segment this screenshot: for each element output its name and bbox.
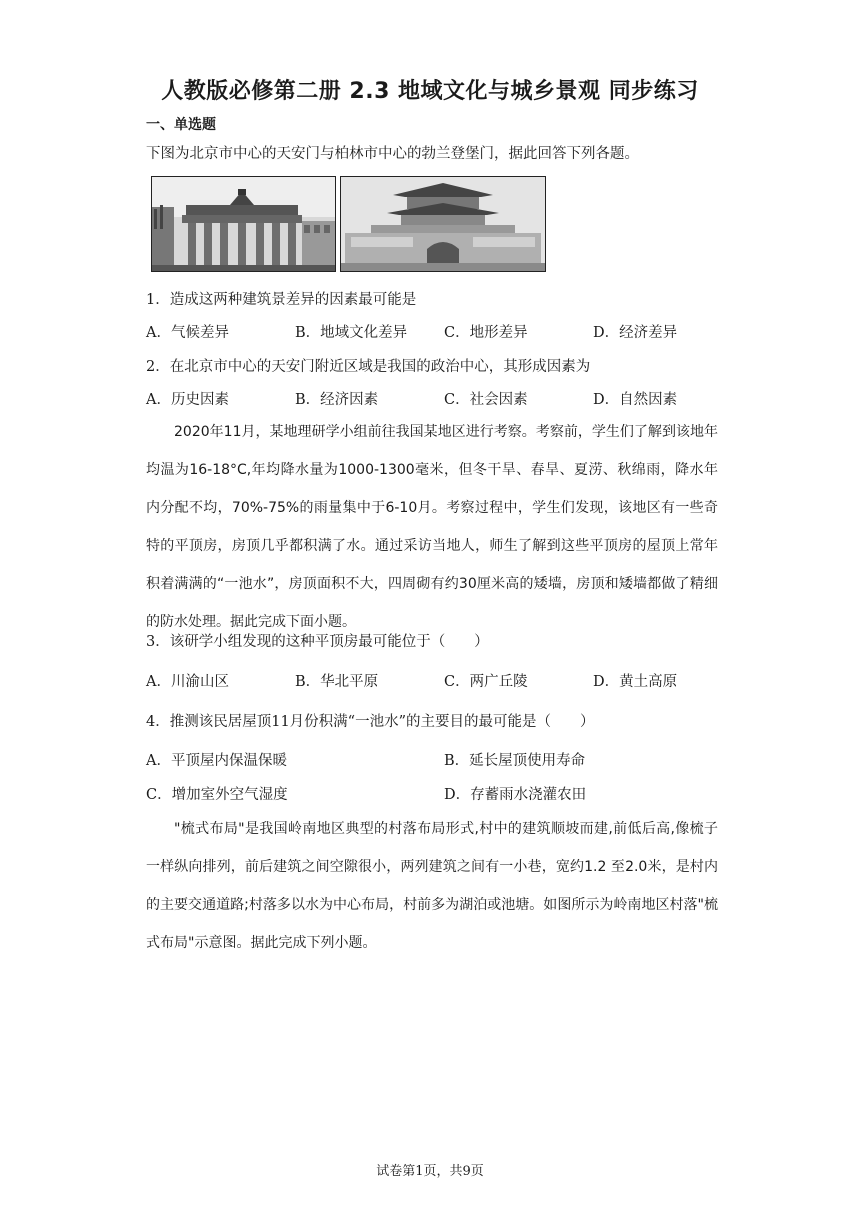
question-1-option-c[interactable]: C．地形差异	[444, 325, 528, 341]
question-2-option-a[interactable]: A．历史因素	[146, 392, 229, 408]
question-2-option-d[interactable]: D．自然因素	[593, 392, 678, 408]
question-2-option-b[interactable]: B．经济因素	[295, 392, 379, 408]
question-4-option-a[interactable]: A．平顶屋内保温保暖	[146, 753, 287, 769]
question-3-option-b[interactable]: B．华北平原	[295, 674, 379, 690]
question-4-option-c[interactable]: C．增加室外空气湿度	[146, 787, 288, 803]
question-1-option-d[interactable]: D．经济差异	[593, 325, 678, 341]
question-1-option-a[interactable]: A．气候差异	[146, 325, 229, 341]
passage-flat-roof-houses: 2020年11月，某地理研学小组前往我国某地区进行考察。考察前，学生们了解到该地年均温为16-18°C,年均降水量为1000-1300毫米，但冬干旱、春旱、夏涝、秋绵雨，降水年内分配不均，70%-75%的雨量集中于6-10月。考察过程中，学生们发现，该地区有一些奇特的平顶房，房顶几乎都积满了水。通过采访当地人，师生了解到这些平顶房的屋顶上常年积着满满的“一池水”，房顶面积不大，四周砌有约30厘米高的矮墙，房顶和矮墙都做了精细的防水处理。据此完成下面小题。	[146, 424, 718, 630]
question-1-option-b[interactable]: B．地域文化差异	[295, 325, 408, 341]
question-2-stem: 2．在北京市中心的天安门附近区域是我国的政治中心，其形成因素为	[146, 359, 591, 375]
question-1-stem: 1．造成这两种建筑景差异的因素最可能是	[146, 292, 417, 308]
question-3-option-a[interactable]: A．川渝山区	[146, 674, 229, 690]
page-title: 人教版必修第二册 2.3 地域文化与城乡景观 同步练习	[161, 79, 699, 104]
question-3-stem: 3．该研学小组发现的这种平顶房最可能位于（ ）	[146, 634, 489, 650]
question-3-option-d[interactable]: D．黄土高原	[593, 674, 678, 690]
tiananmen-photo	[340, 176, 546, 272]
page-footer: 试卷第1页，共9页	[376, 1164, 484, 1179]
question-3-option-c[interactable]: C．两广丘陵	[444, 674, 528, 690]
passage-comb-layout: "梳式布局"是我国岭南地区典型的村落布局形式,村中的建筑顺坡而建,前低后高,像梳子一样纵向排列，前后建筑之间空隙很小，两列建筑之间有一小巷，宽约1.2 至2.0米，是村内的主要交通道路;村落多以水为中心布局，村前多为湖泊或池塘。如图所示为岭南地区村落"梳式布局"示意图。据此完成下列小题。	[146, 821, 718, 951]
question-4-stem: 4．推测该民居屋顶11月份积满“一池水”的主要目的最可能是（ ）	[146, 714, 595, 730]
question-4-option-d[interactable]: D．存蓄雨水浇灌农田	[444, 787, 587, 803]
section-heading: 一、单选题	[146, 117, 216, 133]
brandenburg-gate-photo	[151, 176, 336, 272]
question-4-option-b[interactable]: B．延长屋顶使用寿命	[444, 753, 586, 769]
question-2-option-c[interactable]: C．社会因素	[444, 392, 528, 408]
intro-text: 下图为北京市中心的天安门与柏林市中心的勃兰登堡门，据此回答下列各题。	[146, 146, 639, 162]
